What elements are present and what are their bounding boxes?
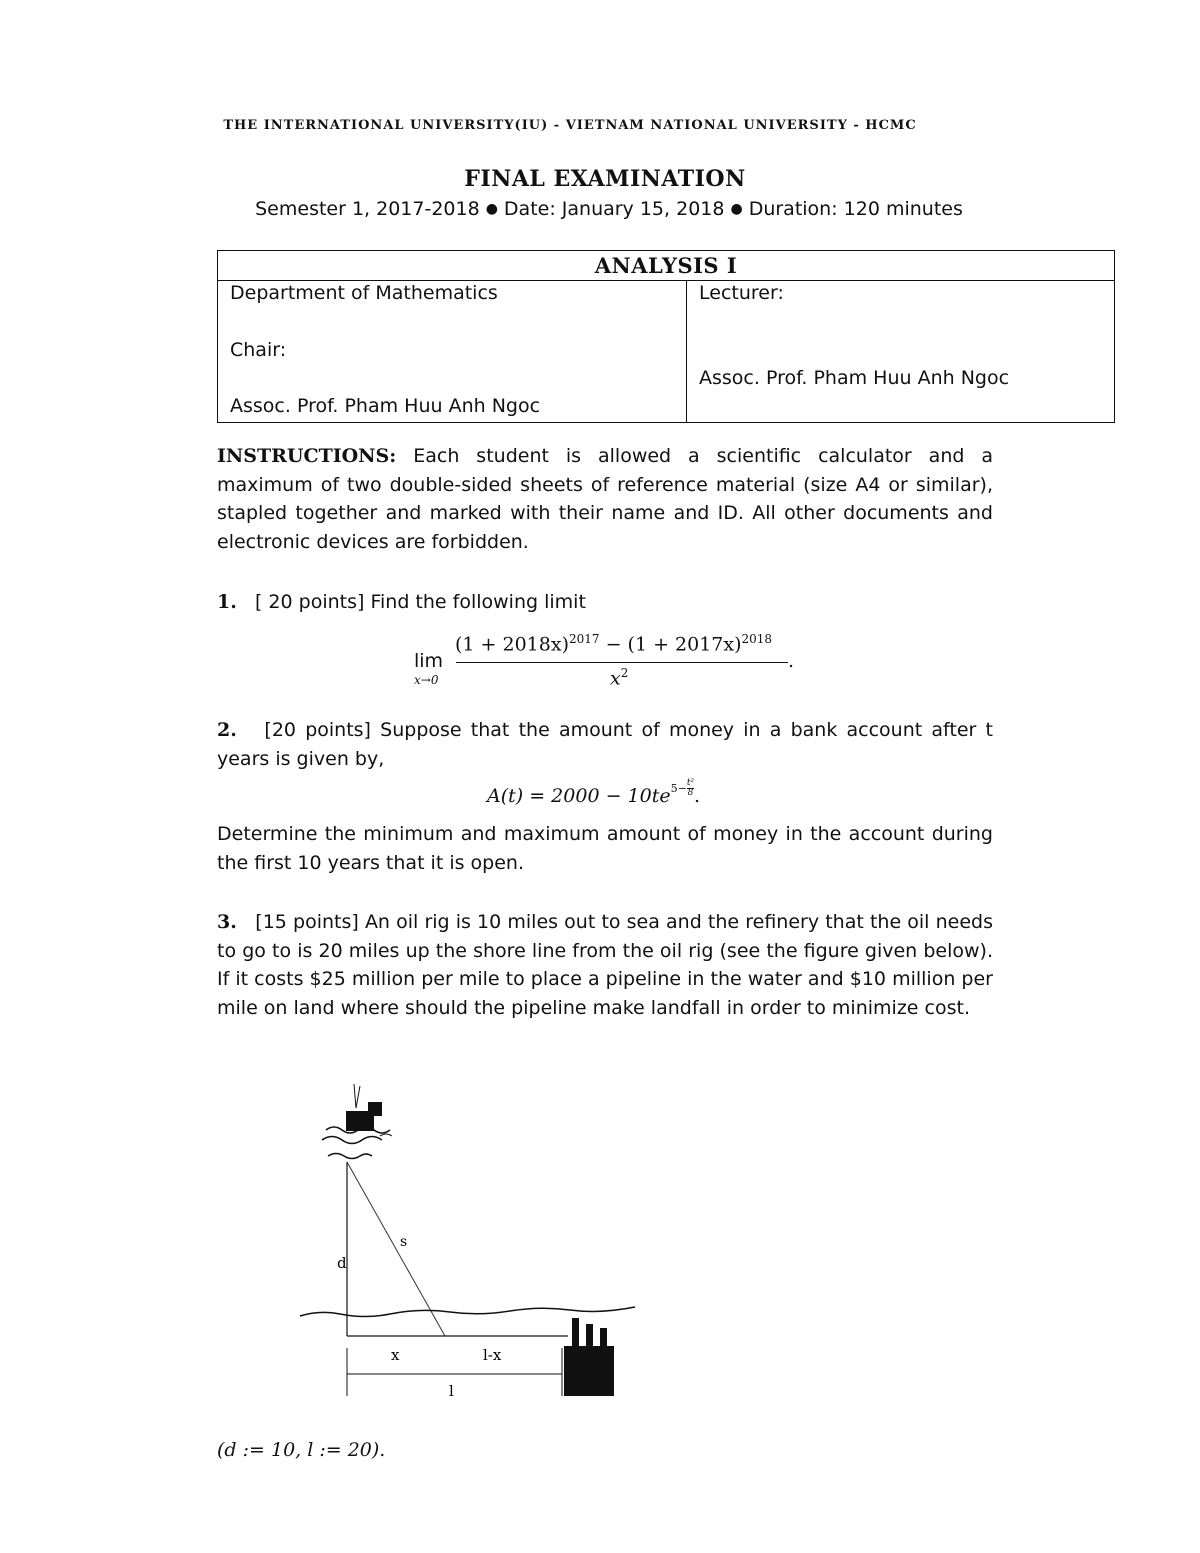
exp-a: 2017 — [568, 632, 600, 646]
exam-title: FINAL EXAMINATION — [464, 166, 746, 192]
lim-operator: lim — [414, 650, 444, 672]
money-formula — [487, 778, 701, 807]
exponent-numerator: t² — [686, 778, 695, 788]
label-l-minus-x: l-x — [483, 1346, 502, 1364]
fraction-denominator — [610, 666, 628, 689]
exam-duration: Duration: 120 minutes — [748, 198, 963, 220]
department-name: Department of Mathematics — [230, 282, 498, 304]
shoreline — [300, 1307, 635, 1317]
refinery-icon — [564, 1318, 614, 1396]
term-a: (1 + 2018x) — [455, 633, 569, 656]
question-number: 1. — [217, 591, 237, 613]
oil-rig-icon — [322, 1084, 392, 1159]
question-2 — [217, 716, 993, 773]
lecturer-name: Assoc. Prof. Pham Huu Anh Ngoc — [699, 367, 1010, 389]
formula-period: . — [694, 784, 701, 807]
question-number: 3. — [217, 911, 237, 933]
label-s: s — [400, 1234, 408, 1250]
course-name: ANALYSIS I — [218, 251, 1114, 281]
question-number: 2. — [217, 719, 237, 741]
bullet-icon: ● — [485, 201, 498, 217]
question-points: [20 points] — [264, 719, 371, 741]
fraction-numerator — [455, 632, 772, 655]
exponent-fraction — [687, 779, 694, 798]
formula-main: A(t) = 2000 − 10te — [487, 784, 671, 807]
figure-caption: (d := 10, l := 20). — [217, 1439, 386, 1461]
exponent-denominator: 8 — [687, 788, 694, 798]
exponent-base: 5− — [670, 781, 687, 795]
exam-date: Date: January 15, 2018 — [503, 198, 725, 220]
chair-label: Chair: — [230, 339, 287, 361]
lecturer-label: Lecturer: — [699, 282, 784, 304]
instructions-text: Each student is allowed a scientific calculator and a maximum of two double-sided sheets of reference material (size A4 or similar), stapled together and marked with their name and ID. All other documents and electronic devices are forbidden. — [217, 445, 994, 553]
formula-period: . — [788, 650, 795, 672]
semester: Semester 1, 2017-2018 — [255, 198, 480, 220]
question-text: An oil rig is 10 miles out to sea and the refinery that the oil needs to go to is 20 miles up the shore line from the oil rig (see the figure given below). If it costs $25 million per mile to place a pipeline in the water and $10 million per mile on land where should the pipeline make landfall in order to minimize cost. — [217, 911, 993, 1019]
question-points: [ 20 points] — [254, 591, 365, 613]
exam-subtitle — [0, 198, 1200, 220]
bullet-icon: ● — [730, 201, 743, 217]
minus-sign: − — [605, 633, 622, 656]
chair-name: Assoc. Prof. Pham Huu Anh Ngoc — [230, 395, 541, 417]
fraction-bar — [456, 662, 788, 663]
instructions-label: INSTRUCTIONS: — [217, 445, 397, 467]
question-2-followup: Determine the minimum and maximum amount of money in the account during the first 10 years that it is open. — [217, 823, 993, 874]
question-3 — [217, 908, 993, 1022]
department-cell — [218, 281, 687, 422]
pipeline-figure — [290, 1078, 650, 1408]
question-text: Find the following limit — [370, 591, 586, 613]
university-header: THE INTERNATIONAL UNIVERSITY(IU) - VIETNAM NATIONAL UNIVERSITY - HCMC — [223, 118, 917, 133]
course-info-table — [217, 250, 1115, 423]
formula-exponent — [670, 778, 695, 798]
label-d: d — [337, 1254, 347, 1272]
question-points: [15 points] — [255, 911, 359, 933]
lecturer-cell — [687, 281, 1115, 422]
exp-b: 2018 — [741, 632, 773, 646]
label-l: l — [449, 1382, 454, 1400]
den-exp: 2 — [620, 666, 629, 680]
limit-formula — [414, 632, 814, 692]
lim-subscript: x→0 — [414, 673, 439, 687]
instructions — [217, 442, 993, 556]
label-x: x — [391, 1346, 400, 1364]
term-b: (1 + 2017x) — [627, 633, 742, 656]
question-1 — [217, 588, 993, 617]
den-var: x — [610, 667, 621, 690]
question-text: Suppose that the amount of money in a bank account after t years is given by, — [217, 719, 993, 770]
